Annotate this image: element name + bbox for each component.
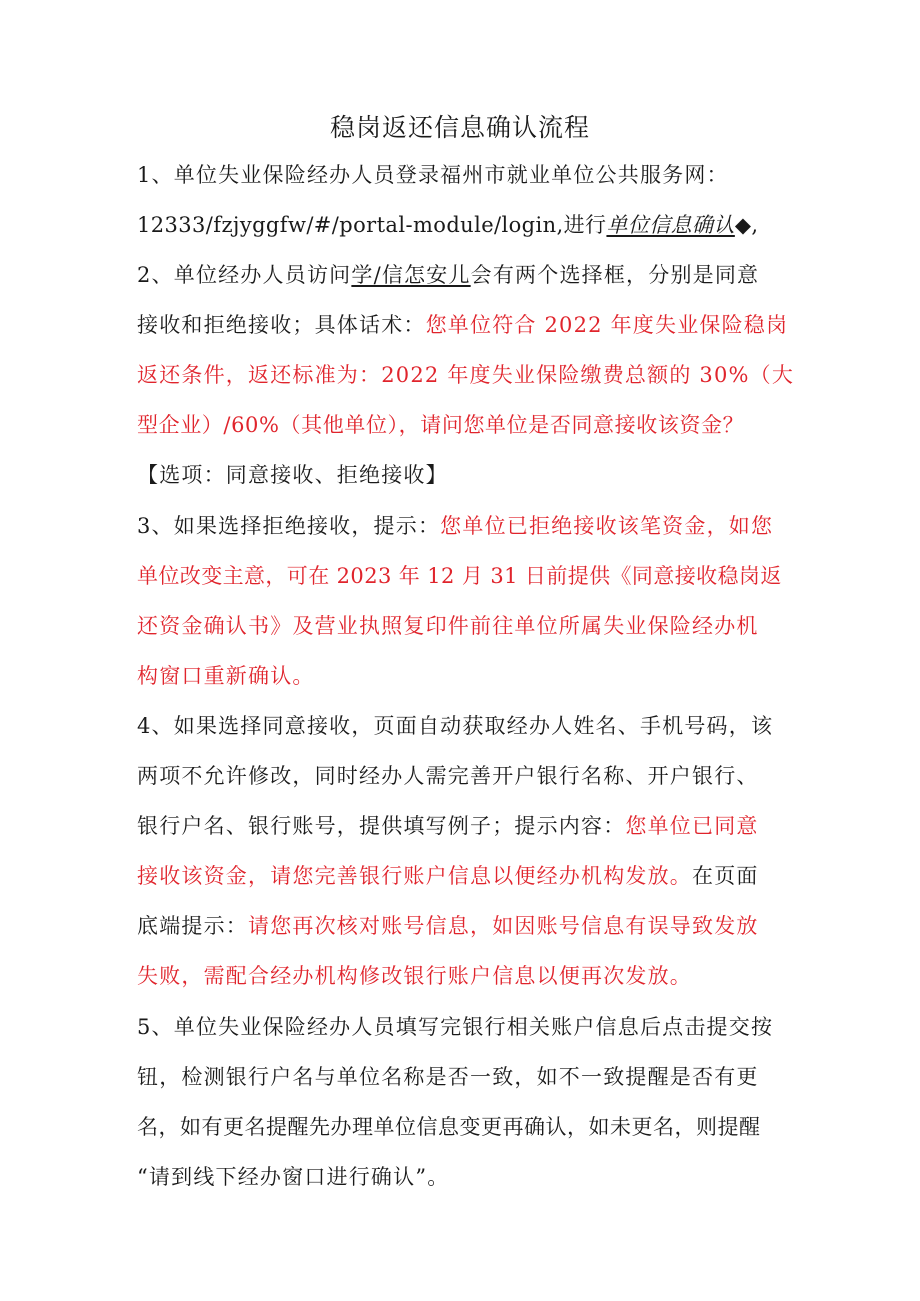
step2-line4: 型企业）/60%（其他单位），请问您单位是否同意接收该资金？: [137, 413, 745, 437]
step2-line2-text: 接收和拒绝接收；具体话术：: [137, 313, 426, 337]
step4-bottom-prompt: 请您再次核对账号信息，如因账号信息有误导致发放: [248, 914, 759, 938]
step4-prompt-text-cont: 接收该资金，请您完善银行账户信息以便经办机构发放。: [137, 864, 692, 888]
step5-line2: 钮，检测银行户名与单位名称是否一致，如不一致提醒是否有更: [137, 1065, 759, 1089]
step2-options: 【选项：同意接收、拒绝接收】: [137, 463, 448, 487]
step1-line2: [137, 207, 797, 243]
step3-prompt-text: 您单位已拒绝接收该笔资金，如您: [440, 514, 774, 538]
step3-line1-text: 3、如果选择拒绝接收，提示：: [137, 514, 441, 538]
step4-line6: 失败，需配合经办机构修改银行账户信息以便再次发放。: [137, 964, 692, 988]
step1-line2-end: ◆,: [734, 213, 759, 237]
step5-line1: 5、单位失业保险经办人员填写完银行相关账户信息后点击提交按: [137, 1015, 774, 1039]
step3-line2: 单位改变主意，可在 2023 年 12 月 31 日前提供《同意接收稳岗返: [137, 564, 782, 588]
step4-line3-text: 银行户名、银行账号，提供填写例子；提示内容：: [137, 814, 626, 838]
step2-script-text: 您单位符合 2022 年度失业保险稳岗: [425, 313, 789, 337]
step2-line1-text-b: 会有两个选择框，分别是同意: [470, 263, 760, 287]
step5-line3: 名，如有更名提醒先办理单位信息变更再确认，如未更名，则提醒: [137, 1115, 761, 1139]
step4-line5: [137, 908, 797, 944]
step4-line4-text: 在页面: [692, 864, 759, 888]
step4-line1: 4、如果选择同意接收，页面自动获取经办人姓名、手机号码，该: [137, 714, 774, 738]
step3-line4: 构窗口重新确认。: [137, 664, 315, 688]
step4-line2: 两项不允许修改，同时经办人需完善开户银行名称、开户银行、: [137, 764, 759, 788]
step4-prompt-text: 您单位已同意: [625, 814, 759, 838]
step5-line4: “请到线下经办窗口进行确认”。: [137, 1165, 450, 1189]
step4-line5-text: 底端提示：: [137, 914, 248, 938]
step4-line3: [137, 808, 797, 844]
step1-url: 12333/fzjyggfw/#/portal-module/login,进行: [137, 213, 607, 237]
step3-line1: [137, 508, 797, 544]
step4-line4: [137, 858, 797, 894]
step2-line1-text: 2、单位经办人员访问: [137, 263, 352, 287]
step2-handwritten-note: 学/信怎安儿: [351, 263, 471, 287]
document-title: 稳岗返还信息确认流程: [329, 113, 590, 142]
step1-line1: 1、单位失业保险经办人员登录福州市就业单位公共服务网：: [137, 163, 729, 187]
step2-line1: [137, 257, 797, 293]
step1-handwritten-note: 单位信息确认: [606, 213, 735, 237]
step3-line3: 还资金确认书》及营业执照复印件前往单位所属失业保险经办机: [137, 614, 759, 638]
step2-line3: 返还条件，返还标准为：2022 年度失业保险缴费总额的 30%（大: [137, 363, 795, 387]
step2-line2: [137, 307, 797, 343]
